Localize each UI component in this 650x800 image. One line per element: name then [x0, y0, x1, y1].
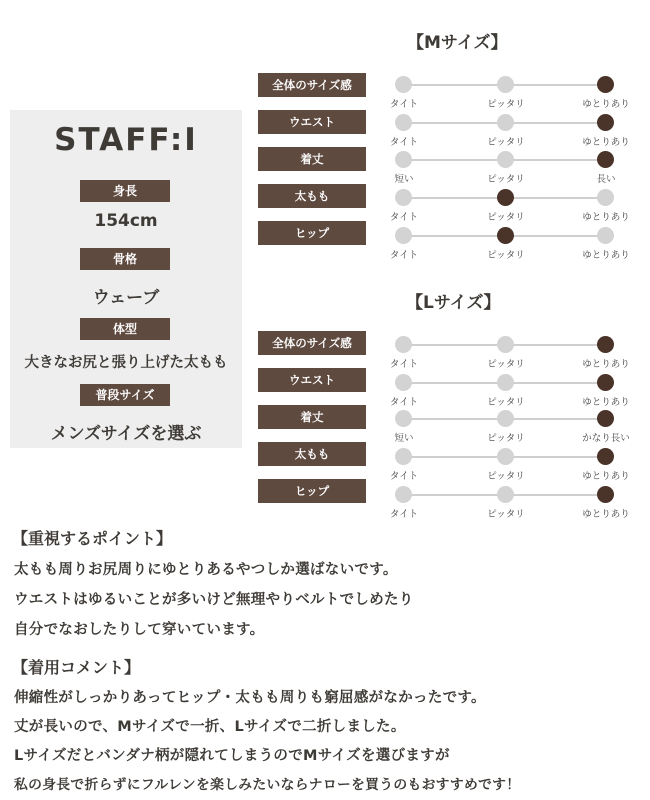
- m-scale: [384, 185, 634, 223]
- scale-dot: [395, 486, 412, 503]
- scale-dot-selected: [597, 374, 614, 391]
- scale-option-label: 長い: [596, 174, 616, 185]
- usual-size-tag: 普段サイズ: [80, 384, 170, 406]
- scale-dot: [395, 189, 412, 206]
- scale-dot-selected: [597, 76, 614, 93]
- m-row-label: ウエスト: [258, 110, 366, 134]
- point-heading: 【重視するポイント】: [12, 529, 173, 548]
- m-row-label: 太もも: [258, 184, 366, 208]
- m-scale: [384, 72, 634, 110]
- scale-dot: [497, 336, 514, 353]
- scale-dot: [395, 76, 412, 93]
- scale-option-label: ピッタリ: [487, 137, 525, 148]
- scale-option-label: ゆとりあり: [582, 471, 630, 482]
- m-scale: [384, 147, 634, 185]
- comment-line: Lサイズだとバンダナ柄が隠れてしまうのでMサイズを選びますが: [14, 748, 450, 764]
- l-row-label: 太もも: [258, 442, 366, 466]
- scale-option-label: ゆとりあり: [582, 359, 630, 370]
- scale-dot: [497, 76, 514, 93]
- scale-option-label: タイト: [389, 250, 419, 261]
- l-row-label: 着丈: [258, 405, 366, 429]
- scale-dot: [497, 410, 514, 427]
- scale-option-label: タイト: [389, 397, 419, 408]
- staff-panel: [10, 110, 242, 448]
- m-row-label: 着丈: [258, 147, 366, 171]
- scale-option-label: タイト: [389, 99, 419, 110]
- scale-option-label: かなり長い: [582, 433, 630, 444]
- l-scale: [384, 444, 634, 482]
- height-value: 154cm: [94, 211, 158, 231]
- scale-dot-selected: [597, 336, 614, 353]
- m-scale: [384, 110, 634, 148]
- scale-option-label: 短い: [394, 174, 414, 185]
- scale-dot: [395, 227, 412, 244]
- scale-dot: [497, 114, 514, 131]
- scale-dot: [395, 448, 412, 465]
- height-tag: 身長: [80, 180, 170, 202]
- scale-option-label: タイト: [389, 359, 419, 370]
- scale-dot-selected: [597, 410, 614, 427]
- comment-line: 丈が長いので、Mサイズで一折、Lサイズで二折しました。: [14, 719, 406, 735]
- l-row-label: ウエスト: [258, 368, 366, 392]
- scale-option-label: ピッタリ: [487, 397, 525, 408]
- l-scale: [384, 482, 634, 520]
- scale-option-label: ゆとりあり: [582, 212, 630, 223]
- m-size-title: 【Mサイズ】: [407, 33, 508, 53]
- l-size-title: 【Lサイズ】: [406, 293, 501, 313]
- l-row-label: ヒップ: [258, 479, 366, 503]
- scale-option-label: ゆとりあり: [582, 509, 630, 520]
- scale-dot-selected: [597, 151, 614, 168]
- scale-option-label: 短い: [394, 433, 414, 444]
- scale-dot: [497, 374, 514, 391]
- scale-dot-selected: [497, 227, 514, 244]
- body-type-value: 大きなお尻と張り上げた太もも: [24, 355, 228, 371]
- comment-line: 私の身長で折らずにフルレンを楽しみたいならナローを買うのもおすすめです！: [14, 777, 521, 793]
- scale-option-label: ゆとりあり: [582, 99, 630, 110]
- scale-option-label: ゆとりあり: [582, 397, 630, 408]
- point-line: ウエストはゆるいことが多いけど無理やりベルトでしめたり: [14, 592, 414, 608]
- m-row-label: 全体のサイズ感: [258, 73, 366, 97]
- scale-dot: [395, 374, 412, 391]
- m-scale: [384, 223, 634, 261]
- scale-dot: [597, 189, 614, 206]
- frame-value: ウェーブ: [92, 288, 160, 308]
- scale-dot: [497, 486, 514, 503]
- scale-dot: [395, 114, 412, 131]
- scale-dot-selected: [597, 448, 614, 465]
- scale-dot-selected: [597, 486, 614, 503]
- point-line: 太もも周りお尻周りにゆとりあるやつしか選ばないです。: [14, 562, 398, 578]
- scale-option-label: ピッタリ: [487, 471, 525, 482]
- scale-option-label: ゆとりあり: [582, 137, 630, 148]
- comment-line: 伸縮性がしっかりあってヒップ・太もも周りも窮屈感がなかったです。: [14, 690, 486, 706]
- scale-dot: [497, 448, 514, 465]
- comment-heading: 【着用コメント】: [12, 658, 141, 677]
- scale-option-label: ピッタリ: [487, 509, 525, 520]
- scale-option-label: ピッタリ: [487, 174, 525, 185]
- scale-option-label: ピッタリ: [487, 433, 525, 444]
- l-scale: [384, 370, 634, 408]
- scale-dot: [597, 227, 614, 244]
- scale-option-label: ピッタリ: [487, 212, 525, 223]
- staff-title: STAFF:I: [54, 122, 198, 158]
- scale-dot: [497, 151, 514, 168]
- scale-option-label: タイト: [389, 471, 419, 482]
- scale-option-label: ピッタリ: [487, 359, 525, 370]
- scale-dot: [395, 336, 412, 353]
- scale-option-label: ピッタリ: [487, 99, 525, 110]
- scale-dot-selected: [597, 114, 614, 131]
- usual-size-value: メンズサイズを選ぶ: [50, 424, 202, 444]
- scale-option-label: タイト: [389, 509, 419, 520]
- body-type-tag: 体型: [80, 318, 170, 340]
- scale-option-label: ゆとりあり: [582, 250, 630, 261]
- l-scale: [384, 406, 634, 444]
- scale-option-label: タイト: [389, 137, 419, 148]
- l-row-label: 全体のサイズ感: [258, 331, 366, 355]
- scale-option-label: ピッタリ: [487, 250, 525, 261]
- frame-tag: 骨格: [80, 248, 170, 270]
- scale-dot-selected: [497, 189, 514, 206]
- scale-dot: [395, 151, 412, 168]
- scale-option-label: タイト: [389, 212, 419, 223]
- l-scale: [384, 332, 634, 370]
- m-row-label: ヒップ: [258, 221, 366, 245]
- point-line: 自分でなおしたりして穿いています。: [14, 622, 265, 638]
- scale-dot: [395, 410, 412, 427]
